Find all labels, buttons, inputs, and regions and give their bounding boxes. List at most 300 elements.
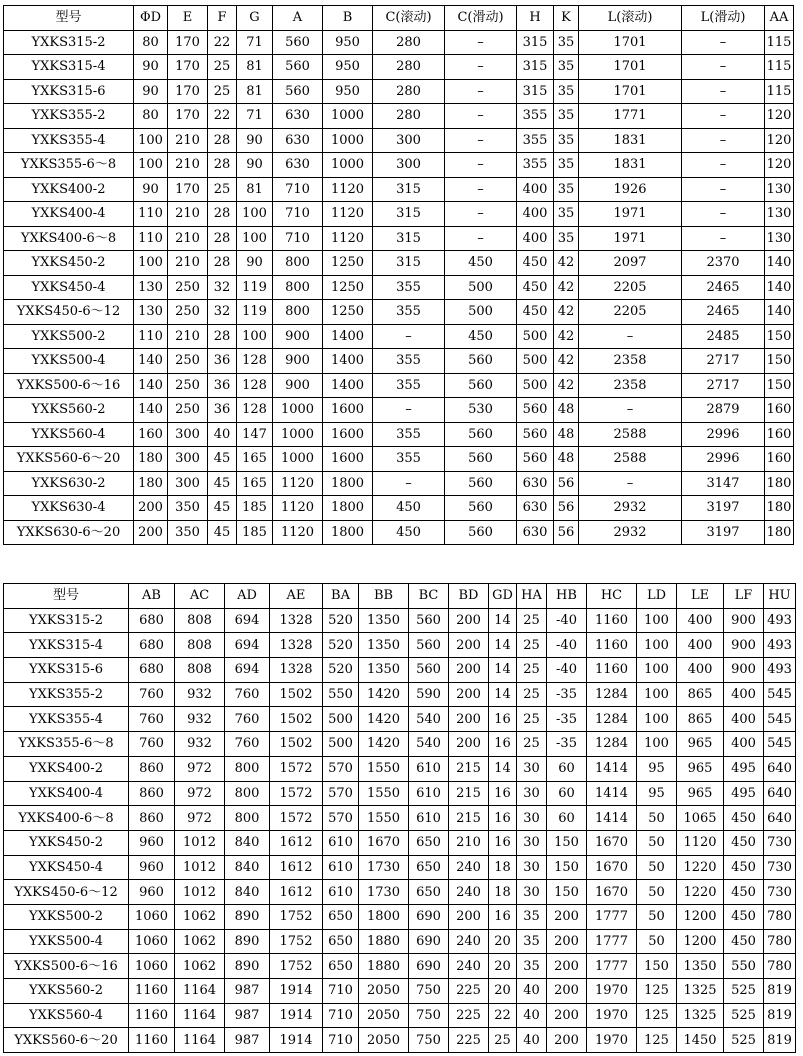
table-2-header-cell: HC [587,584,637,609]
value-cell: 560 [517,447,554,472]
table-row [4,608,796,633]
value-cell: 1600 [323,422,373,447]
value-cell: – [445,226,517,251]
value-cell: 960 [129,880,175,905]
value-cell: 694 [225,608,270,633]
value-cell: 130 [134,300,168,325]
table-row [4,128,794,153]
value-cell: 500 [517,349,554,374]
value-cell: 160 [134,422,168,447]
value-cell: 315 [517,55,554,80]
value-cell: 56 [554,496,579,521]
table-1-header-cell: H [517,6,554,31]
value-cell: – [682,202,765,227]
table-row [4,1028,796,1053]
table-1-header-cell: C(滑动) [445,6,517,31]
value-cell: 90 [237,128,273,153]
value-cell: 315 [517,30,554,55]
value-cell: 110 [134,324,168,349]
table-1-header-cell: E [168,6,208,31]
value-cell: 35 [554,153,579,178]
value-cell: 570 [323,781,359,806]
value-cell: 90 [134,55,168,80]
value-cell: – [682,104,765,129]
model-cell: YXKS450-2 [4,251,134,276]
model-cell: YXKS500-2 [4,904,129,929]
value-cell: 350 [168,520,208,545]
value-cell: 170 [168,55,208,80]
value-cell: 315 [373,202,445,227]
value-cell: 25 [517,658,547,683]
value-cell: 1572 [270,806,323,831]
table-row [4,732,796,757]
dimension-table-2 [3,583,796,1053]
value-cell: 185 [237,496,273,521]
value-cell: 130 [765,226,794,251]
value-cell: 972 [175,781,225,806]
value-cell: 200 [449,633,489,658]
value-cell: 1160 [587,658,637,683]
value-cell: 500 [445,275,517,300]
value-cell: 1701 [579,30,682,55]
value-cell: 1000 [323,104,373,129]
value-cell: 200 [134,496,168,521]
value-cell: 560 [273,55,323,80]
value-cell: 40 [517,979,547,1004]
value-cell: 493 [764,608,796,633]
table-1-header-cell: C(滚动) [373,6,445,31]
value-cell: 2050 [359,1003,409,1028]
value-cell: 890 [225,954,270,979]
value-cell: 100 [134,153,168,178]
value-cell: 90 [134,79,168,104]
value-cell: 800 [273,275,323,300]
value-cell: 48 [554,447,579,472]
value-cell: 520 [323,608,359,633]
table-2-header-cell: LF [724,584,764,609]
value-cell: 35 [517,954,547,979]
value-cell: 400 [677,658,724,683]
value-cell: 900 [273,373,323,398]
table-1-header-cell: F [208,6,237,31]
value-cell: -40 [547,658,587,683]
value-cell: 1220 [677,880,724,905]
value-cell: 25 [489,1028,517,1053]
value-cell: 525 [724,979,764,1004]
value-cell: 90 [237,153,273,178]
value-cell: 808 [175,608,225,633]
value-cell: 200 [547,979,587,1004]
value-cell: 200 [449,658,489,683]
value-cell: 950 [323,30,373,55]
value-cell: 2097 [579,251,682,276]
value-cell: 25 [208,177,237,202]
value-cell: 225 [449,1028,489,1053]
model-cell: YXKS355-4 [4,707,129,732]
model-cell: YXKS400-4 [4,781,129,806]
value-cell: 140 [765,275,794,300]
value-cell: 545 [764,732,796,757]
value-cell: 35 [554,79,579,104]
value-cell: 640 [764,756,796,781]
value-cell: 100 [637,658,677,683]
model-cell: YXKS315-2 [4,608,129,633]
value-cell: 115 [765,55,794,80]
value-cell: 520 [323,658,359,683]
model-cell: YXKS315-4 [4,55,134,80]
value-cell: 1120 [273,496,323,521]
value-cell: 2588 [579,422,682,447]
value-cell: 160 [765,398,794,423]
value-cell: 35 [554,226,579,251]
value-cell: 1284 [587,707,637,732]
value-cell: 1800 [323,471,373,496]
value-cell: 210 [449,830,489,855]
value-cell: 610 [409,806,449,831]
value-cell: 493 [764,658,796,683]
table-1-header-cell: L(滑动) [682,6,765,31]
value-cell: 819 [764,1003,796,1028]
value-cell: 610 [323,855,359,880]
value-cell: 560 [273,30,323,55]
value-cell: 800 [273,300,323,325]
value-cell: – [373,324,445,349]
value-cell: 40 [517,1028,547,1053]
value-cell: 140 [765,300,794,325]
value-cell: 3197 [682,496,765,521]
table-row [4,781,796,806]
value-cell: 400 [517,202,554,227]
value-cell: 2879 [682,398,765,423]
table-row [4,398,794,423]
value-cell: 950 [323,79,373,104]
value-cell: 250 [168,349,208,374]
value-cell: 180 [765,471,794,496]
value-cell: 210 [168,324,208,349]
value-cell: 1062 [175,929,225,954]
value-cell: 35 [517,929,547,954]
value-cell: 1328 [270,633,323,658]
value-cell: 710 [323,979,359,1004]
value-cell: 185 [237,520,273,545]
value-cell: – [682,128,765,153]
table-row [4,79,794,104]
value-cell: 560 [445,373,517,398]
value-cell: 1800 [323,520,373,545]
value-cell: 710 [273,226,323,251]
value-cell: 100 [637,707,677,732]
model-cell: YXKS315-2 [4,30,134,55]
value-cell: – [373,471,445,496]
value-cell: 35 [517,904,547,929]
value-cell: 860 [129,781,175,806]
table-2-header-cell: LD [637,584,677,609]
value-cell: 1160 [129,979,175,1004]
value-cell: 1670 [587,880,637,905]
model-cell: YXKS315-6 [4,79,134,104]
value-cell: 520 [323,633,359,658]
value-cell: 1120 [323,177,373,202]
value-cell: 400 [724,732,764,757]
value-cell: 2996 [682,422,765,447]
value-cell: 500 [445,300,517,325]
value-cell: 680 [129,633,175,658]
table-row [4,954,796,979]
table-2-header-cell: BD [449,584,489,609]
value-cell: 525 [724,1028,764,1053]
value-cell: 550 [724,954,764,979]
value-cell: 525 [724,1003,764,1028]
value-cell: 18 [489,855,517,880]
value-cell: 42 [554,349,579,374]
value-cell: 1062 [175,904,225,929]
model-cell: YXKS500-4 [4,929,129,954]
value-cell: 710 [323,1003,359,1028]
value-cell: 560 [445,422,517,447]
table-1-header-cell: B [323,6,373,31]
value-cell: 16 [489,781,517,806]
value-cell: 493 [764,633,796,658]
value-cell: 1771 [579,104,682,129]
value-cell: 140 [134,373,168,398]
value-cell: 1550 [359,756,409,781]
value-cell: 965 [677,732,724,757]
value-cell: 18 [489,880,517,905]
value-cell: 90 [237,251,273,276]
model-cell: YXKS500-4 [4,349,134,374]
value-cell: 16 [489,806,517,831]
model-cell: YXKS400-6～8 [4,226,134,251]
value-cell: 115 [765,30,794,55]
value-cell: 170 [168,30,208,55]
value-cell: 42 [554,300,579,325]
value-cell: 1012 [175,830,225,855]
value-cell: 355 [517,104,554,129]
value-cell: 1000 [323,128,373,153]
value-cell: 35 [554,55,579,80]
value-cell: – [445,30,517,55]
value-cell: 780 [764,929,796,954]
value-cell: 450 [517,275,554,300]
value-cell: 165 [237,447,273,472]
value-cell: 110 [134,202,168,227]
value-cell: 400 [677,608,724,633]
value-cell: 20 [489,954,517,979]
table-row [4,806,796,831]
value-cell: 150 [765,349,794,374]
value-cell: 180 [765,496,794,521]
table-row [4,177,794,202]
value-cell: 972 [175,806,225,831]
value-cell: 42 [554,324,579,349]
value-cell: 400 [724,682,764,707]
value-cell: 2588 [579,447,682,472]
value-cell: 25 [208,55,237,80]
value-cell: – [445,153,517,178]
value-cell: 110 [134,226,168,251]
model-cell: YXKS630-4 [4,496,134,521]
value-cell: 860 [129,806,175,831]
value-cell: 28 [208,128,237,153]
value-cell: 355 [373,422,445,447]
value-cell: 1572 [270,756,323,781]
table-2-header-cell: AB [129,584,175,609]
value-cell: 450 [724,929,764,954]
value-cell: 730 [764,830,796,855]
value-cell: 300 [168,471,208,496]
value-cell: 450 [445,251,517,276]
value-cell: 2996 [682,447,765,472]
value-cell: – [445,55,517,80]
value-cell: 495 [724,756,764,781]
value-cell: 1914 [270,979,323,1004]
value-cell: 1062 [175,954,225,979]
value-cell: 560 [273,79,323,104]
value-cell: 210 [168,128,208,153]
value-cell: 200 [449,682,489,707]
value-cell: – [682,226,765,251]
value-cell: 2358 [579,349,682,374]
value-cell: 30 [517,880,547,905]
value-cell: 2717 [682,349,765,374]
value-cell: – [682,55,765,80]
model-cell: YXKS630-6～20 [4,520,134,545]
value-cell: 355 [373,373,445,398]
value-cell: 1400 [323,373,373,398]
table-row [4,422,794,447]
table-2-header-cell: HU [764,584,796,609]
value-cell: 42 [554,275,579,300]
value-cell: 650 [323,954,359,979]
value-cell: 500 [323,707,359,732]
table-2-header-row [4,584,796,609]
value-cell: 45 [208,520,237,545]
table-row [4,830,796,855]
value-cell: 30 [517,830,547,855]
value-cell: 128 [237,373,273,398]
table-row [4,349,794,374]
value-cell: 1777 [587,954,637,979]
value-cell: 710 [273,177,323,202]
value-cell: 100 [637,633,677,658]
value-cell: 690 [409,904,449,929]
value-cell: 545 [764,707,796,732]
value-cell: 1880 [359,954,409,979]
value-cell: 950 [323,55,373,80]
value-cell: 120 [765,153,794,178]
value-cell: 250 [168,275,208,300]
table-2-header-cell: HA [517,584,547,609]
value-cell: 1200 [677,904,724,929]
value-cell: 48 [554,398,579,423]
value-cell: 1060 [129,954,175,979]
value-cell: 56 [554,520,579,545]
value-cell: 1160 [587,608,637,633]
value-cell: 1572 [270,781,323,806]
value-cell: 1400 [323,324,373,349]
value-cell: – [682,30,765,55]
value-cell: 50 [637,830,677,855]
table-row [4,471,794,496]
value-cell: 71 [237,104,273,129]
model-cell: YXKS560-2 [4,979,129,1004]
value-cell: 1971 [579,202,682,227]
value-cell: 1065 [677,806,724,831]
value-cell: 694 [225,633,270,658]
value-cell: 60 [547,806,587,831]
value-cell: 130 [134,275,168,300]
value-cell: – [579,471,682,496]
value-cell: 1730 [359,855,409,880]
value-cell: 560 [409,608,449,633]
value-cell: 40 [517,1003,547,1028]
value-cell: 1328 [270,658,323,683]
value-cell: 200 [547,954,587,979]
value-cell: 225 [449,1003,489,1028]
model-cell: YXKS500-2 [4,324,134,349]
value-cell: 1012 [175,855,225,880]
value-cell: 280 [373,79,445,104]
value-cell: 987 [225,1028,270,1053]
value-cell: 860 [129,756,175,781]
value-cell: 36 [208,398,237,423]
value-cell: 450 [373,496,445,521]
value-cell: 355 [373,275,445,300]
value-cell: 225 [449,979,489,1004]
value-cell: 100 [134,251,168,276]
value-cell: 150 [637,954,677,979]
value-cell: 150 [765,373,794,398]
value-cell: 200 [449,707,489,732]
value-cell: 140 [134,349,168,374]
value-cell: 450 [724,904,764,929]
value-cell: 710 [323,1028,359,1053]
value-cell: 16 [489,707,517,732]
value-cell: 25 [517,608,547,633]
value-cell: 1000 [323,153,373,178]
value-cell: 610 [409,756,449,781]
value-cell: 965 [677,781,724,806]
value-cell: 1164 [175,979,225,1004]
table-row [4,633,796,658]
table-2-header-cell: 型号 [4,584,129,609]
value-cell: 315 [373,226,445,251]
value-cell: 2358 [579,373,682,398]
value-cell: 22 [208,104,237,129]
value-cell: 500 [323,732,359,757]
value-cell: 1914 [270,1003,323,1028]
table-row [4,707,796,732]
value-cell: 2205 [579,300,682,325]
value-cell: 890 [225,929,270,954]
table-2-header-cell: AE [270,584,323,609]
value-cell: 690 [409,954,449,979]
value-cell: 640 [764,781,796,806]
value-cell: 1250 [323,300,373,325]
value-cell: 200 [134,520,168,545]
model-cell: YXKS355-2 [4,104,134,129]
value-cell: 500 [517,373,554,398]
value-cell: 300 [373,153,445,178]
value-cell: 100 [237,202,273,227]
model-cell: YXKS400-2 [4,756,129,781]
value-cell: 22 [489,1003,517,1028]
value-cell: 680 [129,658,175,683]
value-cell: 125 [637,1028,677,1053]
table-row [4,447,794,472]
value-cell: -35 [547,682,587,707]
value-cell: 28 [208,251,237,276]
